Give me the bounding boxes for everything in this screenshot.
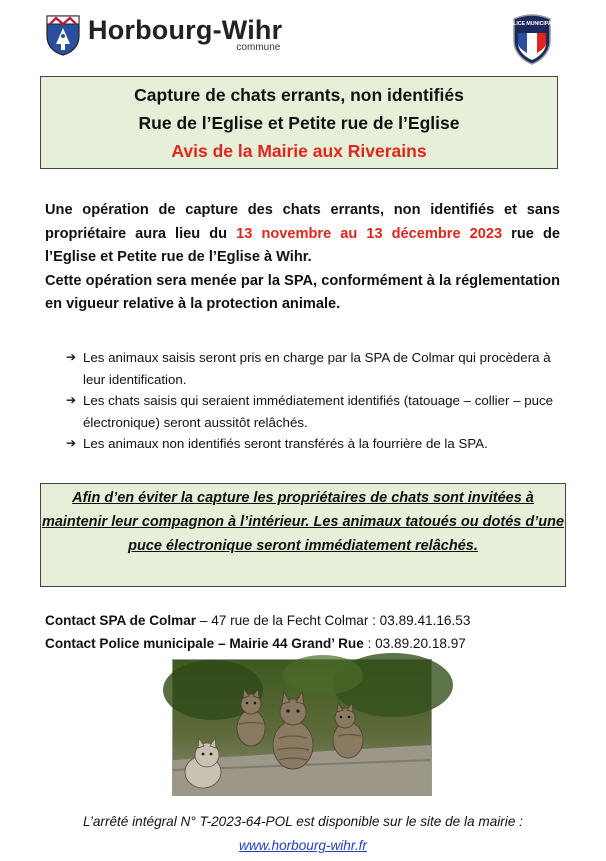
list-item [66, 433, 562, 455]
contact-spa-label: Contact SPA de Colmar [45, 613, 197, 628]
operation-dates: 13 novembre au 13 décembre 2023 [236, 225, 503, 242]
intro-p1-end: rue de l’Eglise et Petite rue de l’Eglise à Wihr. [45, 225, 560, 265]
page-header [0, 0, 606, 70]
police-badge-icon [505, 13, 559, 65]
contact-spa-info: – 47 rue de la Fecht Colmar : 03.89.41.16.53 [196, 613, 471, 628]
town-subtitle: commune [236, 42, 281, 53]
bullet-text: Les animaux non identifiés seront transférés à la fourrière de la SPA. [83, 436, 488, 451]
town-website-link[interactable]: www.horbourg-wihr.fr [239, 838, 367, 853]
cats-photo [172, 659, 432, 796]
intro-paragraph-1 [45, 199, 560, 270]
bullet-text: Les animaux saisis seront pris en charge par la SPA de Colmar qui procèdera à leur identification. [83, 350, 551, 387]
notice-text: Afin d’en éviter la capture les propriétaires de chats sont invitées à maintenir leur compagnon à l’intérieur. Les animaux tatoués ou dotés d’une puce électronique seront immédiatement relâchés. [41, 490, 565, 554]
title-line-1: Capture de chats errants, non identifiés [134, 85, 464, 105]
cats-photo-illustration [173, 660, 431, 795]
title-line-2: Rue de l’Eglise et Petite rue de l’Eglise [138, 113, 460, 133]
town-name: Horbourg-Wihr [88, 15, 283, 45]
notice-box [40, 483, 566, 587]
coat-of-arms-icon [44, 14, 82, 56]
contact-spa [45, 609, 565, 632]
contact-police-label: Contact Police municipale – Mairie 44 Grand’ Rue [45, 636, 364, 651]
arrow-right-icon: ➔ [66, 393, 77, 407]
contact-police-info: : 03.89.20.18.97 [363, 636, 466, 651]
arrow-right-icon: ➔ [66, 436, 77, 450]
footer [0, 810, 606, 858]
title-line-3: Avis de la Mairie aux Riverains [171, 141, 427, 161]
intro-text [45, 199, 560, 317]
town-logo [44, 14, 282, 56]
title-box [40, 76, 558, 169]
bullet-list [66, 347, 562, 455]
bullet-text: Les chats saisis qui seraient immédiatement identifiés (tatouage – collier – puce électronique) seront aussitôt relâchés. [83, 393, 554, 430]
badge-label: POLICE MUNICIPALE [505, 21, 559, 27]
intro-p1-start: Une opération de capture des chats errants, non identifiés et sans propriétaire aura lieu du [45, 202, 560, 242]
footer-text: L’arrêté intégral N° T-2023-64-POL est disponible sur le site de la mairie : [83, 814, 523, 829]
arrow-right-icon: ➔ [66, 350, 77, 364]
contact-police [45, 632, 565, 655]
intro-paragraph-2: Cette opération sera menée par la SPA, conformément à la réglementation en vigueur relative à la protection animale. [45, 272, 560, 312]
list-item [66, 390, 562, 433]
list-item [66, 347, 562, 390]
contacts [45, 609, 565, 655]
